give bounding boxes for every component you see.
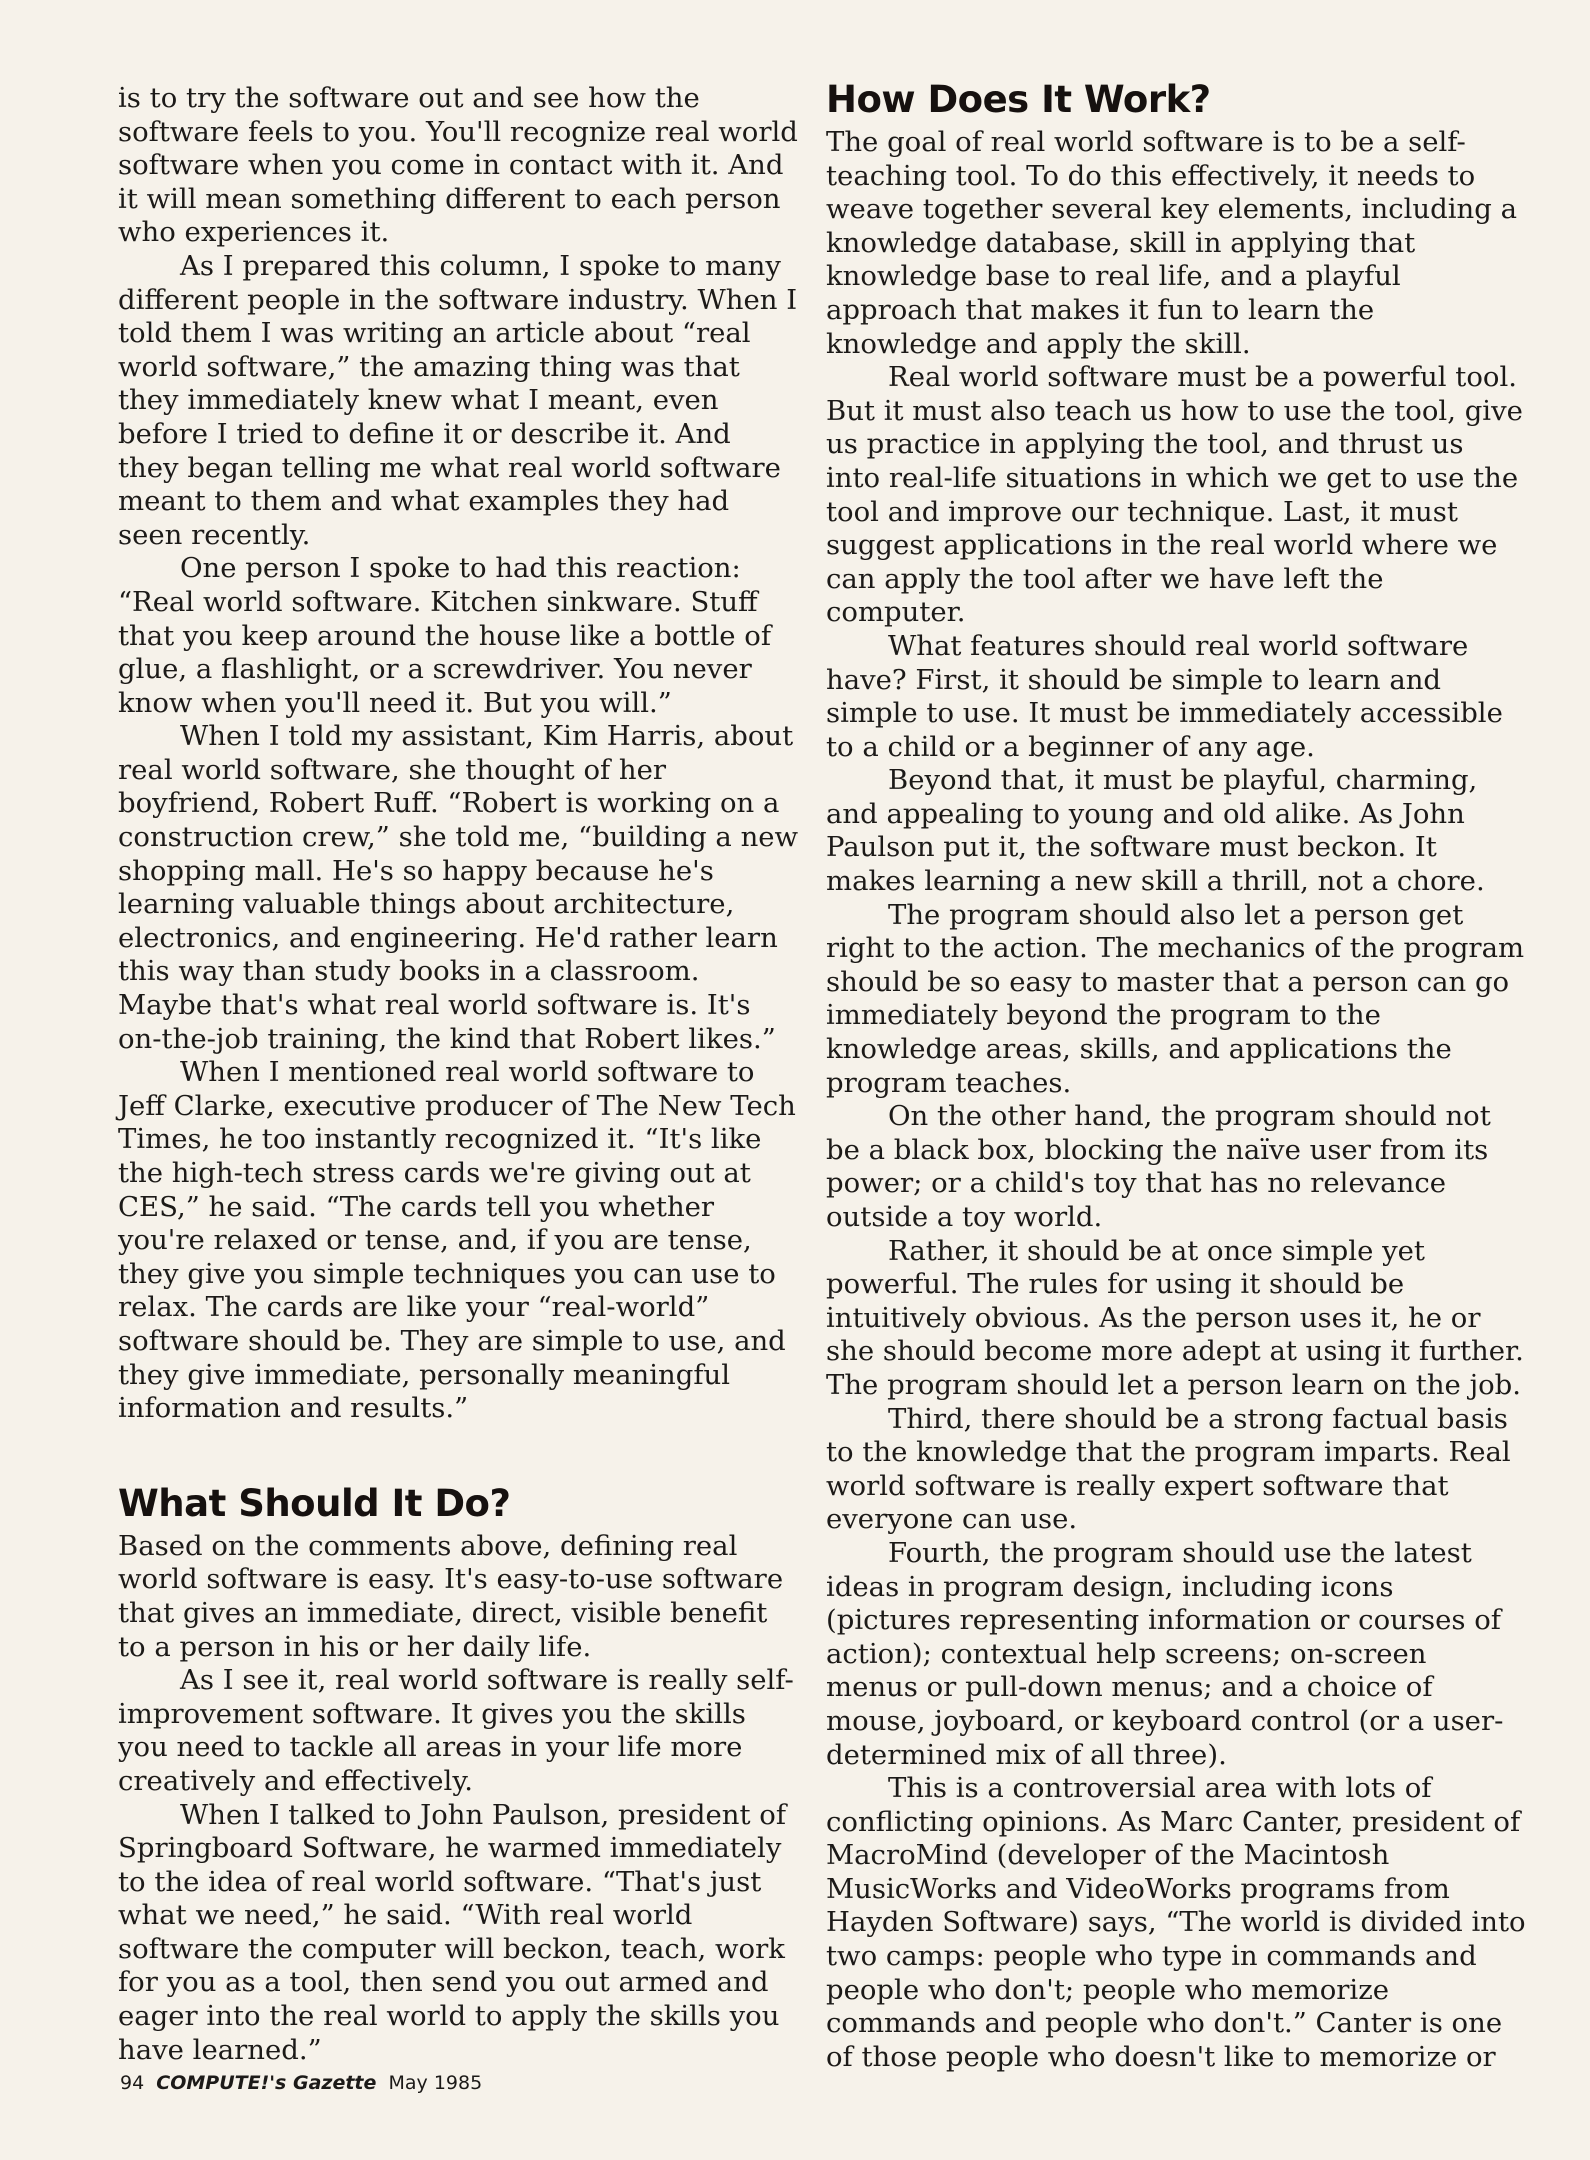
paragraph: Based on the comments above, defining real world software is easy. It's easy-to-use software that gives an immediate, direct, visible benefit to a person in his or her daily life. <box>118 1529 784 1663</box>
paragraph: Third, there should be a strong factual basis to the knowledge that the program imparts. Real world software is really expert software that everyone can use. <box>826 1402 1511 1536</box>
paragraph: is to try the software out and see how the software feels to you. You'll recognize real world software when you come in contact with it. And it will mean something different to each person who experiences it. <box>118 82 798 249</box>
paragraph: Beyond that, it must be playful, charming, and appealing to young and old alike. As John Paulson put it, the software must beckon. It makes learning a new skill a thrill, not a chore. <box>826 764 1485 898</box>
paragraph: As I see it, real world software is really self-improvement software. It gives you the skills you need to tackle all areas in your life more creatively and effectively. <box>118 1664 794 1797</box>
paragraph: When I talked to John Paulson, president of Springboard Software, he warmed immediately to the idea of real world software. “That's just what we need,” he said. “With real world software the computer will beckon, teach, work for you as a tool, then send you out armed and eager into the real world to apply the skills you have learned.” <box>118 1798 787 2066</box>
section-heading-what-should-it-do: What Should It Do? <box>118 1481 511 1525</box>
section-heading-how-does-it-work: How Does It Work? <box>826 78 1211 121</box>
paragraph: When I mentioned real world software to Jeff Clarke, executive producer of The New Tech Times, he too instantly recognized it. “It's like the high-tech stress cards we're giving out at CES,” he said. “The cards tell you whether you're relaxed or tense, and, if you are tense, they give you simple techniques you can use to relax. The cards are like your “real-world” software should be. They are simple to use, and they give immediate, personally meaningful information and results.” <box>118 1056 796 1425</box>
paragraph: As I prepared this column, I spoke to many different people in the software industry. When I told them I was writing an article about “real world software,” the amazing thing was that they immediately knew what I meant, even before I tried to define it or describe it. And they began telling me what real world software meant to them and what examples they had seen recently. <box>118 249 798 551</box>
page-number: 94 <box>120 2072 145 2094</box>
paragraph: On the other hand, the program should not be a black box, blocking the naïve user from its power; or a child's toy that has no relevance outside a toy world. <box>826 1100 1491 1233</box>
issue-date: May 1985 <box>388 2072 483 2094</box>
magazine-title: COMPUTE!'s Gazette <box>156 2072 377 2094</box>
right-column <box>826 78 1526 2074</box>
paragraph: Real world software must be a powerful tool. But it must also teach us how to use the tool, give us practice in applying the tool, and thrust us into real-life situations in which we get to use the tool and improve our technique. Last, it must suggest applications in the real world where we can apply the tool after we have left the computer. <box>826 361 1523 629</box>
paragraph: The program should also let a person get right to the action. The mechanics of the program should be so easy to master that a person can go immediately beyond the program to the knowledge areas, skills, and applications the program teaches. <box>826 898 1525 1099</box>
paragraph: The goal of real world software is to be a self-teaching tool. To do this effectively, it needs to weave together several key elements, including a knowledge database, skill in applying that knowledge base to real life, and a playful approach that makes it fun to learn the knowledge and apply the skill. <box>826 126 1517 360</box>
paragraph: Rather, it should be at once simple yet powerful. The rules for using it should be intuitively obvious. As the person uses it, he or she should become more adept at using it further. The program should let a person learn on the job. <box>826 1234 1524 1401</box>
page-footer <box>120 2072 482 2094</box>
paragraph: Fourth, the program should use the latest ideas in program design, including icons (pictures representing information or courses of action); contextual help screens; on-screen menus or pull-down menus; and a choice of mouse, joyboard, or keyboard control (or a user-determined mix of all three). <box>826 1536 1504 1771</box>
paragraph: When I told my assistant, Kim Harris, about real world software, she thought of her boyfriend, Robert Ruff. “Robert is working on a construction crew,” she told me, “building a new shopping mall. He's so happy because he's learning valuable things about architecture, electronics, and engineering. He'd rather learn this way than study books in a classroom. Maybe that's what real world software is. It's on-the-job training, the kind that Robert likes.” <box>118 720 799 1055</box>
left-column <box>118 82 800 2067</box>
paragraph: One person I spoke to had this reaction: “Real world software. Kitchen sinkware. Stuff that you keep around the house like a bottle of glue, a flashlight, or a screwdriver. You never know when you'll need it. But you will.” <box>118 552 772 719</box>
paragraph: What features should real world software have? First, it should be simple to learn and simple to use. It must be immediately accessible to a child or a beginner of any age. <box>826 629 1503 763</box>
paragraph: This is a controversial area with lots of conflicting opinions. As Marc Canter, president of MacroMind (developer of the Macintosh MusicWorks and VideoWorks programs from Hayden Software) says, “The world is divided into two camps: people who type in commands and people who don't; people who memorize commands and people who don't.” Canter is one of those people who doesn't like to memorize or <box>826 1772 1526 2073</box>
